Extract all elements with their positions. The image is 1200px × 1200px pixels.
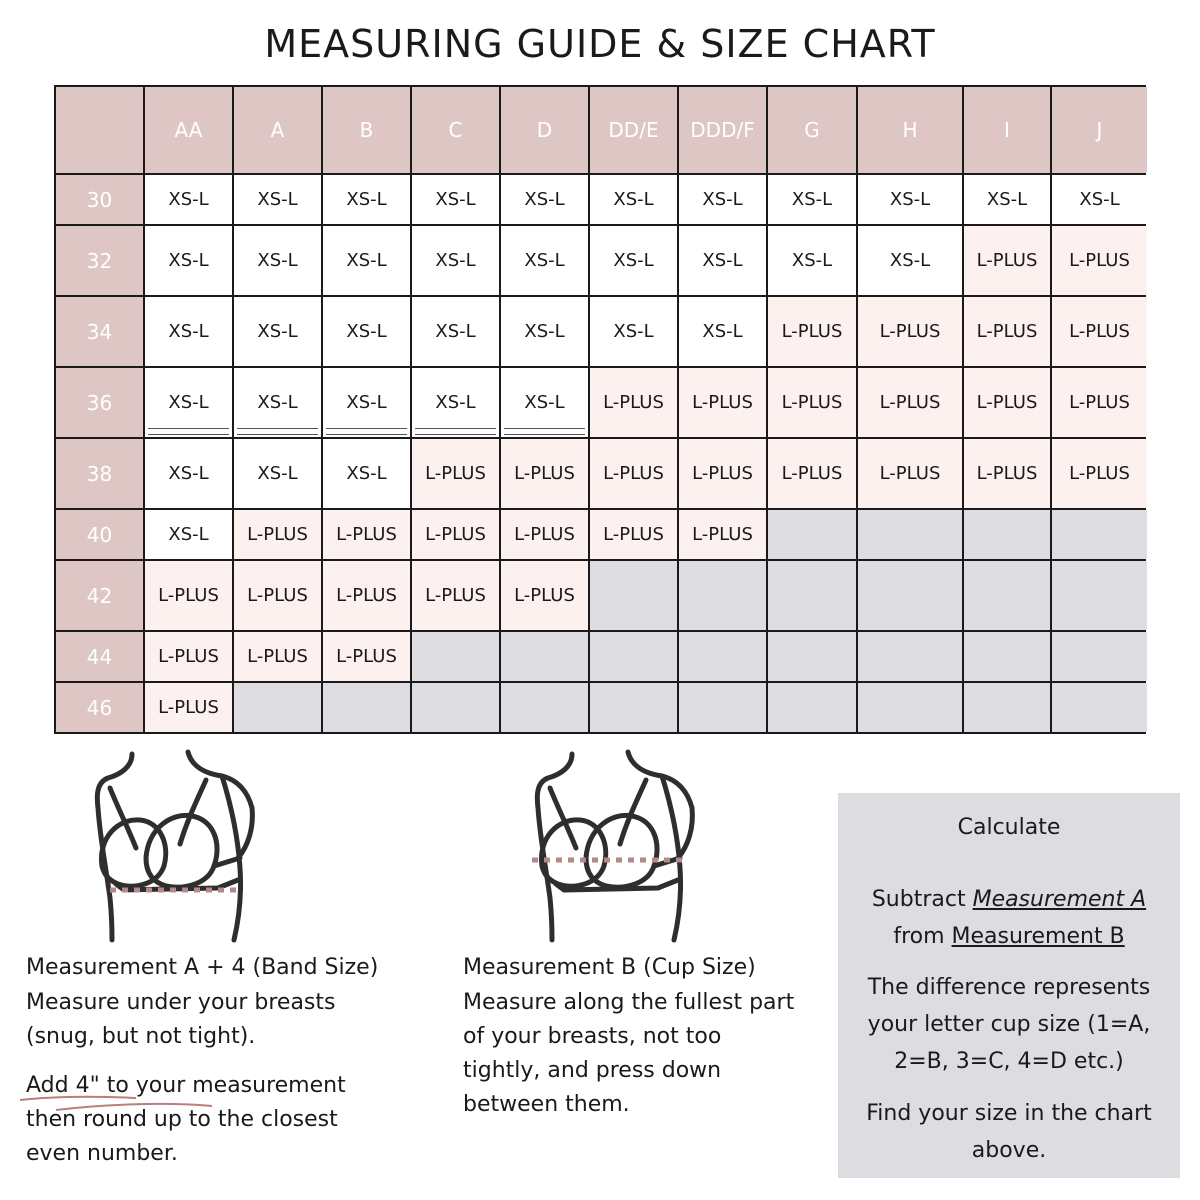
page-title: MEASURING GUIDE & SIZE CHART: [264, 22, 936, 66]
size-cell-l-plus: L-PLUS: [768, 297, 856, 366]
unavailable-size-cell: [590, 632, 677, 681]
size-cell-l-plus: L-PLUS: [323, 510, 410, 559]
size-cell-xs-l: XS-L: [323, 226, 410, 295]
cup-header-cell: DDD/F: [679, 87, 766, 173]
size-cell-xs-l: XS-L: [234, 226, 321, 295]
size-cell-l-plus: L-PLUS: [234, 561, 321, 630]
measurement-b-line: between them.: [463, 1092, 630, 1117]
bra-cup-measurement-illustration: [528, 748, 708, 944]
size-cell-l-plus: L-PLUS: [412, 561, 499, 630]
size-cell-l-plus: L-PLUS: [964, 297, 1050, 366]
size-cell-l-plus: L-PLUS: [964, 368, 1050, 437]
calculate-line: above.: [971, 1138, 1047, 1163]
unavailable-size-cell: [501, 632, 588, 681]
size-cell-xs-l: XS-L: [858, 175, 962, 224]
size-cell-l-plus: L-PLUS: [964, 439, 1050, 508]
size-cell-l-plus: L-PLUS: [501, 510, 588, 559]
bra-band-measurement-illustration: [88, 748, 268, 944]
size-cell-xs-l: XS-L: [412, 175, 499, 224]
unavailable-size-cell: [679, 561, 766, 630]
size-cell-xs-l: XS-L: [858, 226, 962, 295]
size-cell-l-plus: L-PLUS: [1052, 439, 1147, 508]
unavailable-size-cell: [590, 561, 677, 630]
size-cell-l-plus: L-PLUS: [590, 368, 677, 437]
unavailable-size-cell: [858, 683, 962, 732]
size-cell-xs-l: XS-L: [145, 439, 232, 508]
size-cell-l-plus: L-PLUS: [323, 632, 410, 681]
cup-header-cell: AA: [145, 87, 232, 173]
calculate-line: Find your size in the chart: [866, 1101, 1152, 1126]
unavailable-size-cell: [964, 632, 1050, 681]
size-cell-l-plus: L-PLUS: [590, 439, 677, 508]
size-cell-xs-l: XS-L: [234, 175, 321, 224]
measurement-a-heading: Measurement A + 4 (Band Size): [26, 955, 379, 980]
size-cell-l-plus: L-PLUS: [234, 510, 321, 559]
measurement-a-tip-line: even number.: [26, 1141, 178, 1166]
calculate-line: [838, 918, 1180, 955]
measurement-a-tip-line: Add 4" to your measurement: [26, 1073, 346, 1098]
calculate-line: The difference represents: [867, 975, 1151, 1000]
size-cell-xs-l: XS-L: [501, 368, 588, 437]
calculate-line: 2=B, 3=C, 4=D etc.): [894, 1049, 1124, 1074]
size-cell-l-plus: L-PLUS: [501, 439, 588, 508]
cup-header-cell: DD/E: [590, 87, 677, 173]
unavailable-size-cell: [858, 510, 962, 559]
size-cell-xs-l: XS-L: [323, 175, 410, 224]
size-cell-l-plus: L-PLUS: [768, 439, 856, 508]
size-cell-xs-l: XS-L: [145, 510, 232, 559]
size-cell-l-plus: L-PLUS: [590, 510, 677, 559]
calculate-text: Subtract: [871, 887, 973, 912]
size-cell-l-plus: L-PLUS: [858, 368, 962, 437]
size-cell-xs-l: XS-L: [412, 368, 499, 437]
band-size-cell: 44: [56, 632, 143, 681]
unavailable-size-cell: [323, 683, 410, 732]
size-cell-xs-l: XS-L: [323, 368, 410, 437]
size-cell-xs-l: XS-L: [679, 297, 766, 366]
size-cell-xs-l: XS-L: [145, 297, 232, 366]
size-cell-l-plus: L-PLUS: [501, 561, 588, 630]
unavailable-size-cell: [679, 632, 766, 681]
measurement-b-ref: Measurement B: [951, 924, 1125, 949]
size-cell-xs-l: XS-L: [768, 175, 856, 224]
size-chart-table: [54, 85, 1146, 734]
pen-underline-marks: [16, 1094, 216, 1116]
unavailable-size-cell: [768, 561, 856, 630]
calculate-line: [838, 881, 1180, 918]
unavailable-size-cell: [858, 561, 962, 630]
size-cell-l-plus: L-PLUS: [412, 510, 499, 559]
size-cell-l-plus: L-PLUS: [679, 510, 766, 559]
cup-header-cell: B: [323, 87, 410, 173]
size-cell-xs-l: XS-L: [412, 297, 499, 366]
unavailable-size-cell: [768, 683, 856, 732]
size-cell-l-plus: L-PLUS: [145, 683, 232, 732]
size-cell-xs-l: XS-L: [679, 226, 766, 295]
size-cell-l-plus: L-PLUS: [145, 632, 232, 681]
unavailable-size-cell: [858, 632, 962, 681]
size-cell-xs-l: XS-L: [501, 175, 588, 224]
size-cell-l-plus: L-PLUS: [323, 561, 410, 630]
calculate-line: your letter cup size (1=A,: [867, 1012, 1151, 1037]
size-cell-xs-l: XS-L: [590, 175, 677, 224]
size-cell-l-plus: L-PLUS: [679, 368, 766, 437]
size-cell-xs-l: XS-L: [234, 297, 321, 366]
unavailable-size-cell: [590, 683, 677, 732]
band-size-cell: 46: [56, 683, 143, 732]
cup-header-cell: A: [234, 87, 321, 173]
size-cell-l-plus: L-PLUS: [412, 439, 499, 508]
header-corner-cell: [56, 87, 143, 173]
calculate-title: Calculate: [957, 815, 1061, 840]
measurement-a-line: Measure under your breasts: [26, 990, 336, 1015]
band-size-cell: 34: [56, 297, 143, 366]
unavailable-size-cell: [964, 683, 1050, 732]
band-size-cell: 38: [56, 439, 143, 508]
unavailable-size-cell: [768, 510, 856, 559]
cup-header-cell: D: [501, 87, 588, 173]
cup-header-cell: H: [858, 87, 962, 173]
size-cell-l-plus: L-PLUS: [964, 226, 1050, 295]
size-cell-xs-l: XS-L: [234, 439, 321, 508]
measurement-a-tip-line: then round up to the closest: [26, 1107, 338, 1132]
size-cell-l-plus: L-PLUS: [858, 439, 962, 508]
unavailable-size-cell: [964, 561, 1050, 630]
unavailable-size-cell: [1052, 561, 1147, 630]
cup-header-cell: C: [412, 87, 499, 173]
size-cell-xs-l: XS-L: [768, 226, 856, 295]
unavailable-size-cell: [1052, 510, 1147, 559]
size-cell-xs-l: XS-L: [145, 175, 232, 224]
measurement-b-line: of your breasts, not too: [463, 1024, 722, 1049]
measurement-b-heading: Measurement B (Cup Size): [463, 955, 756, 980]
size-cell-xs-l: XS-L: [234, 368, 321, 437]
unavailable-size-cell: [768, 632, 856, 681]
size-cell-xs-l: XS-L: [323, 439, 410, 508]
band-size-cell: 32: [56, 226, 143, 295]
size-cell-xs-l: XS-L: [323, 297, 410, 366]
band-size-cell: 40: [56, 510, 143, 559]
calculate-panel: [838, 793, 1180, 1178]
unavailable-size-cell: [412, 683, 499, 732]
size-cell-xs-l: XS-L: [1052, 175, 1147, 224]
size-cell-xs-l: XS-L: [145, 368, 232, 437]
size-cell-xs-l: XS-L: [501, 297, 588, 366]
size-cell-xs-l: XS-L: [679, 175, 766, 224]
size-cell-l-plus: L-PLUS: [858, 297, 962, 366]
calculate-text: from: [893, 924, 952, 949]
unavailable-size-cell: [1052, 632, 1147, 681]
unavailable-size-cell: [501, 683, 588, 732]
size-cell-l-plus: L-PLUS: [1052, 226, 1147, 295]
size-cell-l-plus: L-PLUS: [1052, 368, 1147, 437]
size-cell-l-plus: L-PLUS: [679, 439, 766, 508]
cup-header-cell: G: [768, 87, 856, 173]
size-cell-l-plus: L-PLUS: [145, 561, 232, 630]
size-cell-xs-l: XS-L: [412, 226, 499, 295]
measurement-a-line: (snug, but not tight).: [26, 1024, 256, 1049]
size-cell-xs-l: XS-L: [501, 226, 588, 295]
size-cell-xs-l: XS-L: [145, 226, 232, 295]
cup-header-cell: I: [964, 87, 1050, 173]
size-cell-l-plus: L-PLUS: [234, 632, 321, 681]
unavailable-size-cell: [412, 632, 499, 681]
unavailable-size-cell: [679, 683, 766, 732]
size-cell-l-plus: L-PLUS: [768, 368, 856, 437]
size-cell-l-plus: L-PLUS: [1052, 297, 1147, 366]
unavailable-size-cell: [964, 510, 1050, 559]
size-cell-xs-l: XS-L: [590, 297, 677, 366]
band-size-cell: 36: [56, 368, 143, 437]
cup-header-cell: J: [1052, 87, 1147, 173]
band-size-cell: 30: [56, 175, 143, 224]
size-cell-xs-l: XS-L: [590, 226, 677, 295]
size-cell-xs-l: XS-L: [964, 175, 1050, 224]
measurement-b-line: tightly, and press down: [463, 1058, 722, 1083]
unavailable-size-cell: [1052, 683, 1147, 732]
band-size-cell: 42: [56, 561, 143, 630]
measurement-a-ref: Measurement A: [972, 887, 1147, 912]
unavailable-size-cell: [234, 683, 321, 732]
measurement-b-line: Measure along the fullest part: [463, 990, 795, 1015]
